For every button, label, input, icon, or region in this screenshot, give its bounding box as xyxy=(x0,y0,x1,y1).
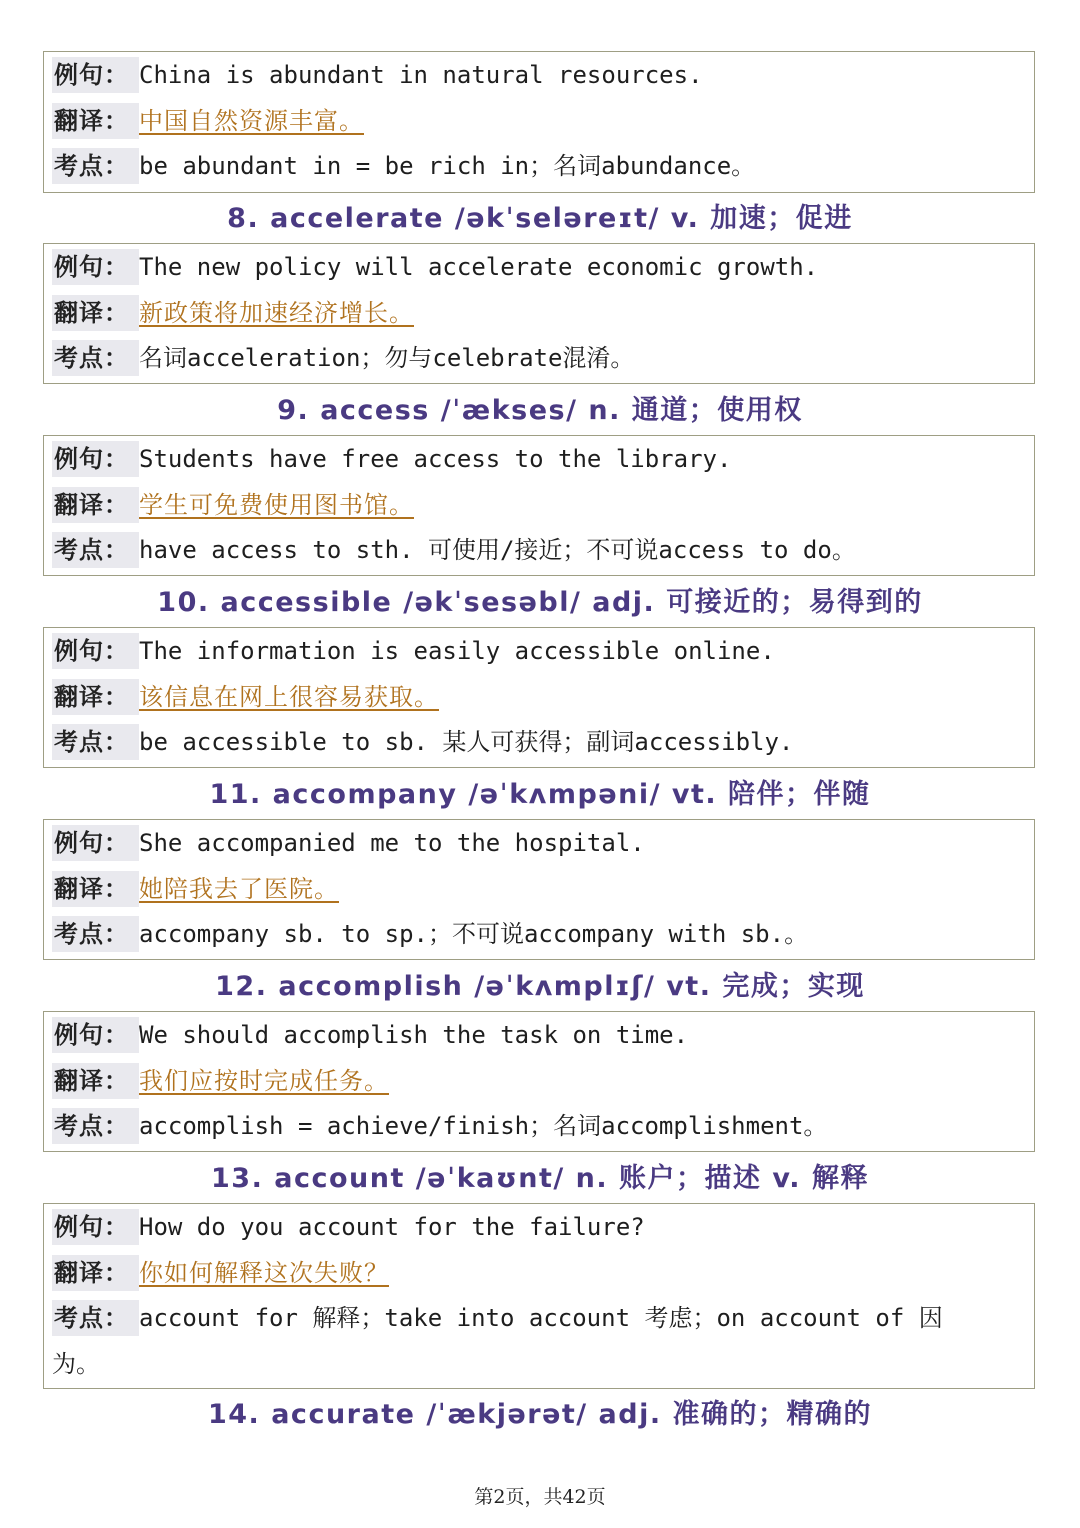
note-row xyxy=(44,1103,1034,1149)
entry-box-accompany xyxy=(43,819,1035,960)
example-row xyxy=(44,820,1034,866)
translation-row xyxy=(44,866,1034,912)
example-label: 例句： xyxy=(52,1017,139,1053)
word-heading-accelerate: 8. accelerate /əkˈseləreɪt/ v. 加速；促进 xyxy=(227,203,853,234)
note-row xyxy=(44,143,1034,189)
example-sentence: How do you account for the failure? xyxy=(139,1213,645,1241)
note-row xyxy=(44,719,1034,765)
example-row xyxy=(44,436,1034,482)
note-text: be accessible to sb. 某人可获得；副词accessibly. xyxy=(139,728,794,756)
translation-row xyxy=(44,482,1034,528)
example-label: 例句： xyxy=(52,825,139,861)
translation-label: 翻译： xyxy=(52,871,139,907)
note-label: 考点： xyxy=(52,340,139,376)
note-label: 考点： xyxy=(52,1300,139,1336)
example-sentence: She accompanied me to the hospital. xyxy=(139,829,645,857)
note-label: 考点： xyxy=(52,148,139,184)
example-label: 例句： xyxy=(52,633,139,669)
entry-box-accomplish xyxy=(43,1011,1035,1152)
translation-text: 你如何解释这次失败？ xyxy=(139,1258,389,1287)
entry-box-access xyxy=(43,435,1035,576)
translation-text: 我们应按时完成任务。 xyxy=(139,1066,389,1095)
entry-box-abundant xyxy=(43,51,1035,193)
translation-text: 新政策将加速经济增长。 xyxy=(139,298,414,327)
translation-label: 翻译： xyxy=(52,295,139,331)
example-label: 例句： xyxy=(52,57,139,93)
example-sentence: China is abundant in natural resources. xyxy=(139,61,703,89)
word-heading-accurate: 14. accurate /ˈækjərət/ adj. 准确的；精确的 xyxy=(207,1399,873,1430)
example-row xyxy=(44,1204,1034,1250)
note-row xyxy=(44,527,1034,573)
note-label: 考点： xyxy=(52,916,139,952)
note-text-line1: account for 解释；take into account 考虑；on account of 因 xyxy=(139,1304,943,1332)
note-text: have access to sth. 可使用/接近；不可说access to do。 xyxy=(139,536,856,564)
translation-text: 该信息在网上很容易获取。 xyxy=(139,682,439,711)
translation-row xyxy=(44,98,1034,144)
note-row xyxy=(44,911,1034,957)
translation-text: 学生可免费使用图书馆。 xyxy=(139,490,414,519)
example-sentence: The new policy will accelerate economic growth. xyxy=(139,253,819,281)
note-text: be abundant in = be rich in；名词abundance。 xyxy=(139,152,756,180)
note-text: accomplish = achieve/finish；名词accomplishment。 xyxy=(139,1112,828,1140)
example-row xyxy=(44,1012,1034,1058)
example-label: 例句： xyxy=(52,441,139,477)
example-row xyxy=(44,52,1034,98)
note-text: 名词acceleration；勿与celebrate混淆。 xyxy=(139,344,635,372)
note-text: accompany sb. to sp.；不可说accompany with sb.。 xyxy=(139,920,809,948)
note-row xyxy=(44,1295,1034,1386)
example-sentence: The information is easily accessible online. xyxy=(139,637,775,665)
example-sentence: We should accomplish the task on time. xyxy=(139,1021,689,1049)
entry-box-accessible xyxy=(43,627,1035,768)
word-heading-accompany: 11. accompany /əˈkʌmpəni/ vt. 陪伴；伴随 xyxy=(209,779,871,810)
note-label: 考点： xyxy=(52,724,139,760)
translation-text: 她陪我去了医院。 xyxy=(139,874,339,903)
entry-box-account xyxy=(43,1203,1035,1389)
word-heading-access: 9. access /ˈækses/ n. 通道；使用权 xyxy=(277,395,803,426)
note-label: 考点： xyxy=(52,532,139,568)
translation-label: 翻译： xyxy=(52,1255,139,1291)
translation-row xyxy=(44,1250,1034,1296)
example-label: 例句： xyxy=(52,249,139,285)
word-heading-accomplish: 12. accomplish /əˈkʌmplɪʃ/ vt. 完成；实现 xyxy=(215,971,865,1002)
example-sentence: Students have free access to the library. xyxy=(139,445,732,473)
translation-row xyxy=(44,290,1034,336)
translation-row xyxy=(44,674,1034,720)
note-text-line2: 为。 xyxy=(52,1350,100,1378)
example-label: 例句： xyxy=(52,1209,139,1245)
translation-label: 翻译： xyxy=(52,1063,139,1099)
word-heading-account: 13. account /əˈkaʊnt/ n. 账户；描述 v. 解释 xyxy=(211,1163,869,1194)
word-heading-accessible: 10. accessible /əkˈsesəbl/ adj. 可接近的；易得到的 xyxy=(157,587,923,618)
translation-label: 翻译： xyxy=(52,487,139,523)
translation-row xyxy=(44,1058,1034,1104)
entry-box-accelerate xyxy=(43,243,1035,384)
translation-label: 翻译： xyxy=(52,103,139,139)
example-row xyxy=(44,244,1034,290)
translation-label: 翻译： xyxy=(52,679,139,715)
note-row xyxy=(44,335,1034,381)
example-row xyxy=(44,628,1034,674)
translation-text: 中国自然资源丰富。 xyxy=(139,106,364,135)
note-label: 考点： xyxy=(52,1108,139,1144)
page-footer: 第2页，共42页 xyxy=(474,1486,606,1508)
